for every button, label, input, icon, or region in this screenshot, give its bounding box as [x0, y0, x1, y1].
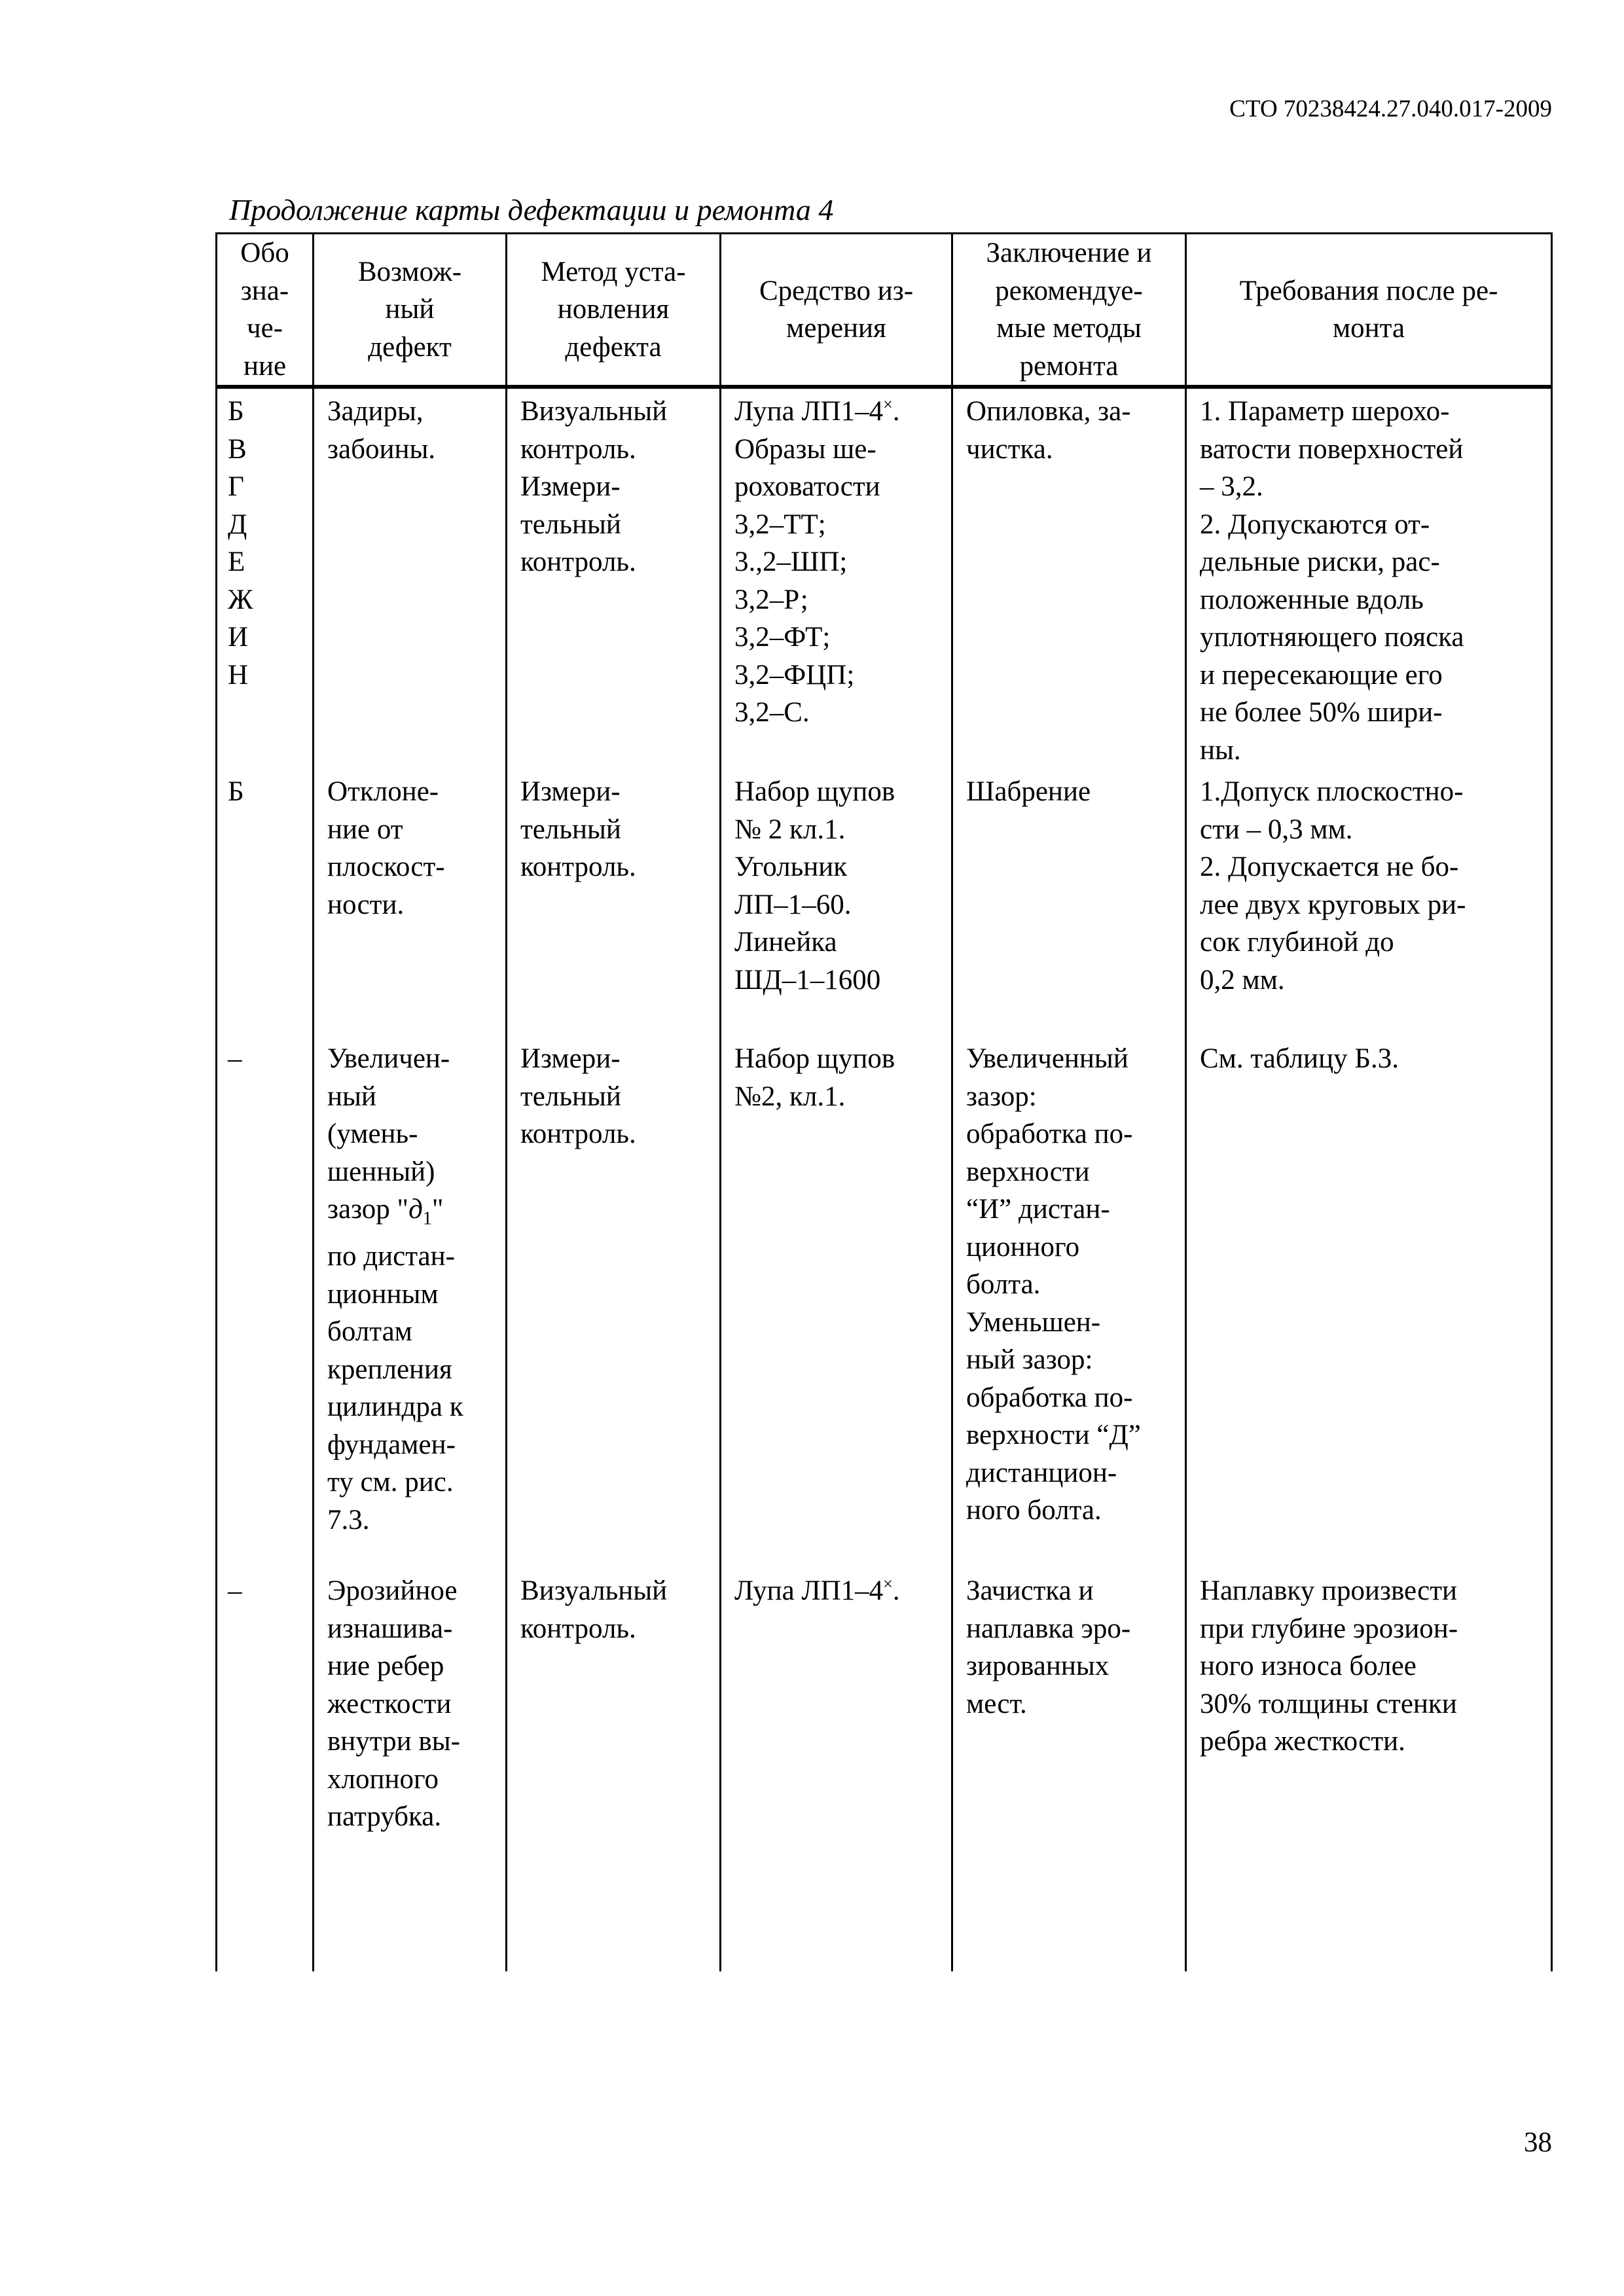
defect-text: " по дистан- ционным болтам крепления цилиндра к фундамен- ту см. рис. 7.3.	[327, 1194, 463, 1535]
table-header-row	[217, 234, 1552, 387]
instrument-text: .	[892, 1575, 900, 1606]
cell-instrument	[721, 387, 952, 769]
cell-method: Визуальный контроль. Измери- тельный контроль.	[507, 387, 721, 769]
column-header-instrument	[721, 234, 952, 387]
cell-conclusion: Опиловка, за- чистка.	[952, 387, 1186, 769]
gap-symbol-index: 1	[422, 1208, 432, 1229]
cell-method: Измери- тельный контроль.	[507, 769, 721, 1036]
page-number: 38	[1524, 2127, 1552, 2158]
defect-text: Увеличен- ный (умень- шенный) зазор "	[327, 1043, 450, 1225]
column-header-text: Средство из- мерения	[759, 275, 914, 344]
cell-code: Б В Г Д Е Ж И Н	[217, 387, 314, 769]
cell-requirements: Наплавку произвести при глубине эрозион- ного износа более 30% толщины стенки ребра жесткости.	[1186, 1568, 1552, 1971]
cell-defect: Отклоне- ние от плоскост- ности.	[314, 769, 507, 1036]
cell-instrument: Набор щупов № 2 кл.1. Угольник ЛП–1–60. Линейка ШД–1–1600	[721, 769, 952, 1036]
cell-instrument	[721, 1568, 952, 1971]
column-header-designation	[217, 234, 314, 387]
table-row	[217, 1568, 1552, 1971]
cell-code: Б	[217, 769, 314, 1036]
cell-code: –	[217, 1568, 314, 1971]
column-header-conclusion	[952, 234, 1186, 387]
cell-instrument: Набор щупов №2, кл.1.	[721, 1036, 952, 1568]
cell-conclusion: Зачистка и наплавка эро- зированных мест.	[952, 1568, 1186, 1971]
table-row	[217, 769, 1552, 1036]
instrument-text: Лупа ЛП1–4	[734, 1575, 884, 1606]
column-header-method	[507, 234, 721, 387]
cell-requirements: 1.Допуск плоскостно- сти – 0,3 мм. 2. Допускается не бо- лее двух круговых ри- сок глубиной до 0,2 мм.	[1186, 769, 1552, 1036]
instrument-text: . Образы ше- роховатости 3,2–ТТ; 3.,2–ШП; 3,2–Р; 3,2–ФТ; 3,2–ФЦП; 3,2–С.	[734, 396, 900, 728]
column-header-defect	[314, 234, 507, 387]
magnification-mark: ×	[883, 1574, 893, 1594]
cell-requirements: 1. Параметр шерохо- ватости поверхностей – 3,2. 2. Допускаются от- дельные риски, рас- положенные вдоль уплотняющего пояска и пересекающие его не более 50% шири- ны.	[1186, 387, 1552, 769]
table-caption: Продолжение карты дефектации и ремонта 4	[229, 193, 834, 226]
table-row	[217, 1036, 1552, 1568]
column-header-text: Метод уста- новления дефекта	[541, 256, 686, 363]
cell-method: Измери- тельный контроль.	[507, 1036, 721, 1568]
column-header-text: Требования после ре- монта	[1239, 275, 1498, 344]
cell-defect: Эрозийное изнашива- ние ребер жесткости внутри вы- хлопного патрубка.	[314, 1568, 507, 1971]
magnification-mark: ×	[883, 395, 893, 414]
table-row	[217, 387, 1552, 769]
column-header-text: Обо зна- че- ние	[240, 238, 289, 382]
cell-defect: Задиры, забоины.	[314, 387, 507, 769]
cell-conclusion: Увеличенный зазор: обработка по- верхности “И” дистан- ционного болта. Уменьшен- ный зазор: обработка по- верхности “Д” дистанцион- ного болта.	[952, 1036, 1186, 1568]
cell-code: –	[217, 1036, 314, 1568]
cell-conclusion: Шабрение	[952, 769, 1186, 1036]
column-header-text: Возмож- ный дефект	[357, 256, 462, 363]
cell-defect	[314, 1036, 507, 1568]
defect-repair-table	[215, 232, 1553, 1971]
cell-method: Визуальный контроль.	[507, 1568, 721, 1971]
gap-symbol: д	[408, 1194, 423, 1225]
column-header-requirements	[1186, 234, 1552, 387]
cell-requirements: См. таблицу Б.3.	[1186, 1036, 1552, 1568]
column-header-text: Заключение и рекомендуе- мые методы ремонта	[986, 238, 1152, 382]
instrument-text: Лупа ЛП1–4	[734, 396, 884, 427]
document-code: СТО 70238424.27.040.017-2009	[1229, 96, 1552, 122]
